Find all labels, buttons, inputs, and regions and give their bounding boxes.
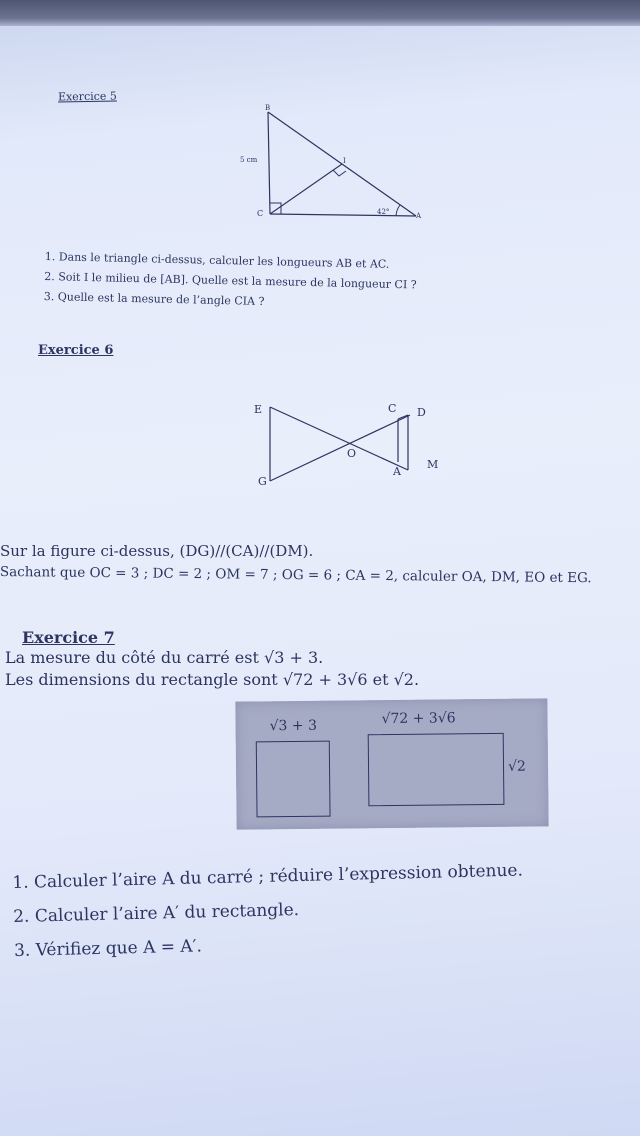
- exercise-5-title: Exercice 5: [57, 89, 117, 104]
- question-number: 3.: [43, 289, 55, 304]
- label-a: A: [416, 212, 422, 220]
- exercise-6-title: Exercice 6: [38, 343, 114, 358]
- segment-gd: [270, 415, 410, 481]
- exercise-5-triangle-figure: [230, 100, 440, 225]
- square-side-label: √3 + 3: [269, 717, 318, 735]
- rectangle-top-label: √72 + 3√6: [381, 710, 456, 728]
- label-o: O: [347, 447, 357, 460]
- exercise-7-statement-line-1: La mesure du côté du carré est √3 + 3.: [5, 648, 324, 667]
- right-angle-i: [333, 170, 346, 176]
- question-text: Calculer l’aire A du carré ; réduire l’expression obtenue.: [33, 860, 524, 893]
- angle-a-arc: [396, 205, 400, 216]
- label-b: B: [265, 104, 271, 112]
- label-c: C: [257, 209, 264, 218]
- photo-top-edge: [0, 0, 640, 26]
- exercise-6-statement-line-1: Sur la figure ci-dessus, (DG)//(CA)//(DM).: [0, 542, 314, 560]
- question-text: Calculer l’aire A′ du rectangle.: [34, 900, 300, 927]
- label-i: I: [343, 157, 346, 165]
- question-number: 3.: [13, 940, 31, 961]
- rectangle-shape: [368, 733, 505, 806]
- exercise-7-questions: [12, 854, 525, 968]
- exercise-7-figure-panel: [235, 698, 548, 829]
- exercise-5-questions: [44, 247, 418, 315]
- question-number: 2.: [13, 906, 30, 927]
- label-angle: 42°: [377, 208, 390, 216]
- segment-em: [270, 407, 408, 470]
- exercise-7-title: Exercice 7: [22, 628, 115, 647]
- label-e: E: [254, 403, 263, 416]
- square-shape: [256, 741, 331, 818]
- question-text: Dans le triangle ci-dessus, calculer les longueurs AB et AC.: [58, 250, 390, 271]
- side-ca: [270, 214, 416, 216]
- label-m: M: [427, 458, 439, 471]
- question-number: 1.: [12, 872, 29, 893]
- label-d: D: [417, 406, 426, 419]
- label-g: G: [258, 475, 267, 488]
- label-a: A: [393, 465, 401, 478]
- exercise-6-statement-line-2: Sachant que OC = 3 ; DC = 2 ; OM = 7 ; OG = 6 ; CA = 2, calculer OA, DM, EO et EG.: [0, 564, 592, 587]
- side-bc: [268, 112, 270, 214]
- label-side-length: 5 cm: [240, 156, 258, 164]
- exercise-6-bowtie-figure: [245, 395, 455, 495]
- question-text: Vérifiez que A = A′.: [35, 936, 203, 961]
- exercise-7-statement-line-2: Les dimensions du rectangle sont √72 + 3√6 et √2.: [5, 670, 420, 689]
- question-number: 2.: [44, 269, 55, 284]
- question-text: Quelle est la mesure de l’angle CIA ?: [57, 290, 265, 308]
- label-c: C: [388, 402, 397, 415]
- question-number: 1.: [44, 249, 56, 264]
- question-text: Soit I le milieu de [AB]. Quelle est la mesure de la longueur CI ?: [58, 270, 417, 292]
- rectangle-side-label: √2: [507, 758, 526, 775]
